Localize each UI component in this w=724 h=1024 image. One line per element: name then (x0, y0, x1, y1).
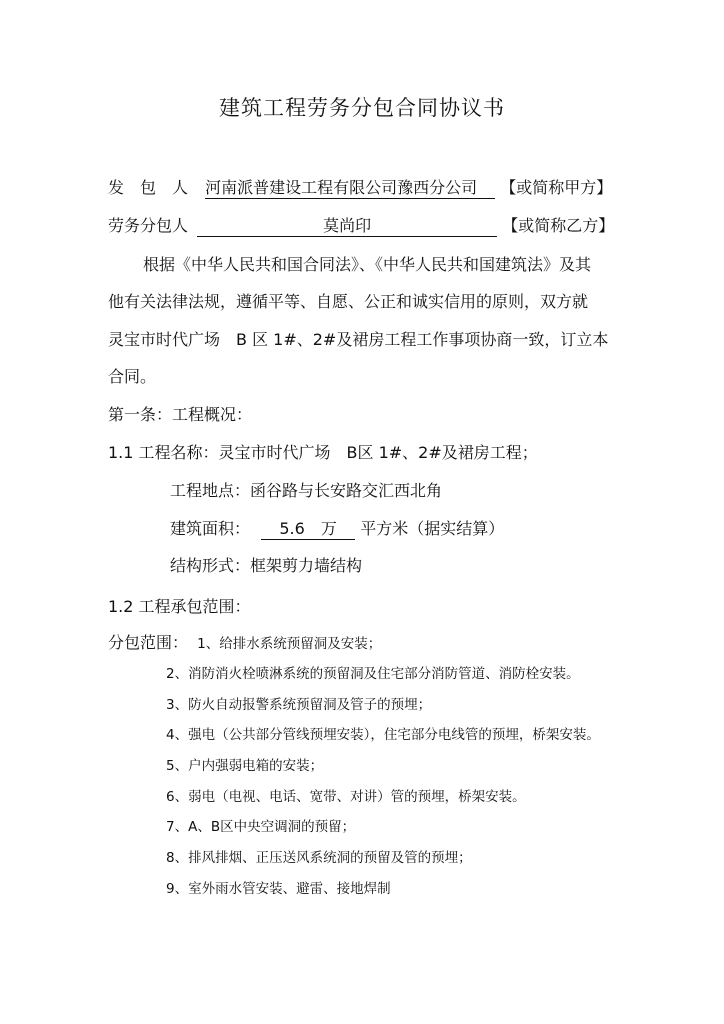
article-1-heading: 第一条：工程概况： (108, 405, 253, 424)
scope-item: 2、消防消火栓喷淋系统的预留洞及住宅部分消防管道、消防栓安装。 (166, 666, 580, 682)
section-1-2-heading: 1.2 工程承包范围： (108, 597, 251, 616)
party-b-alias: 【或简称乙方】 (502, 216, 615, 235)
building-area-label: 建筑面积： (170, 519, 251, 538)
party-a-name: 河南派普建设工程有限公司豫西分公司 (205, 175, 495, 199)
scope-label: 分包范围： (108, 633, 189, 652)
party-b-row (108, 213, 614, 237)
preamble-line: 灵宝市时代广场 B 区 1#、2#及裙房工程工作事项协商一致，订立本 (108, 330, 609, 349)
building-area-unit: 平方米（据实结算） (360, 519, 505, 538)
document-title: 建筑工程劳务分包合同协议书 (219, 96, 505, 120)
party-b-label: 劳务分包人 (108, 216, 189, 235)
party-a-alias: 【或简称甲方】 (500, 178, 613, 197)
building-area-row (170, 516, 504, 540)
scope-item: 6、弱电（电视、电话、宽带、对讲）管的预埋，桥架安装。 (166, 789, 526, 805)
preamble-line: 合同。 (108, 367, 157, 386)
party-a-row (108, 175, 612, 199)
scope-item: 8、排风排烟、正压送风系统洞的预留及管的预埋； (166, 850, 472, 866)
scope-item: 3、防火自动报警系统预留洞及管子的预埋； (166, 697, 432, 713)
building-area-value: 5.6 万 (261, 516, 355, 540)
project-name: 1.1 工程名称：灵宝市时代广场 B区 1#、2#及裙房工程； (108, 443, 538, 462)
scope-item: 5、户内强弱电箱的安装； (166, 758, 324, 774)
scope-item: 7、A、B区中央空调洞的预留； (166, 819, 356, 835)
scope-item: 9、室外雨水管安装、避雷、接地焊制 (166, 881, 391, 897)
project-location: 工程地点：函谷路与长安路交汇西北角 (170, 481, 443, 500)
preamble-line: 他有关法律法规，遵循平等、自愿、公正和诚实信用的原则，双方就 (108, 292, 589, 311)
structure-type: 结构形式：框架剪力墙结构 (170, 556, 363, 575)
preamble-line: 根据《中华人民共和国合同法》、《中华人民共和国建筑法》及其 (143, 255, 592, 274)
scope-item: 4、强电（公共部分管线预埋安装），住宅部分电线管的预埋，桥架安装。 (166, 727, 600, 743)
scope-item: 1、给排水系统预留洞及安装； (197, 636, 382, 652)
party-b-name: 莫尚印 (197, 213, 497, 237)
scope-first-row (108, 630, 381, 653)
party-a-label: 发 包 人 (108, 178, 189, 197)
